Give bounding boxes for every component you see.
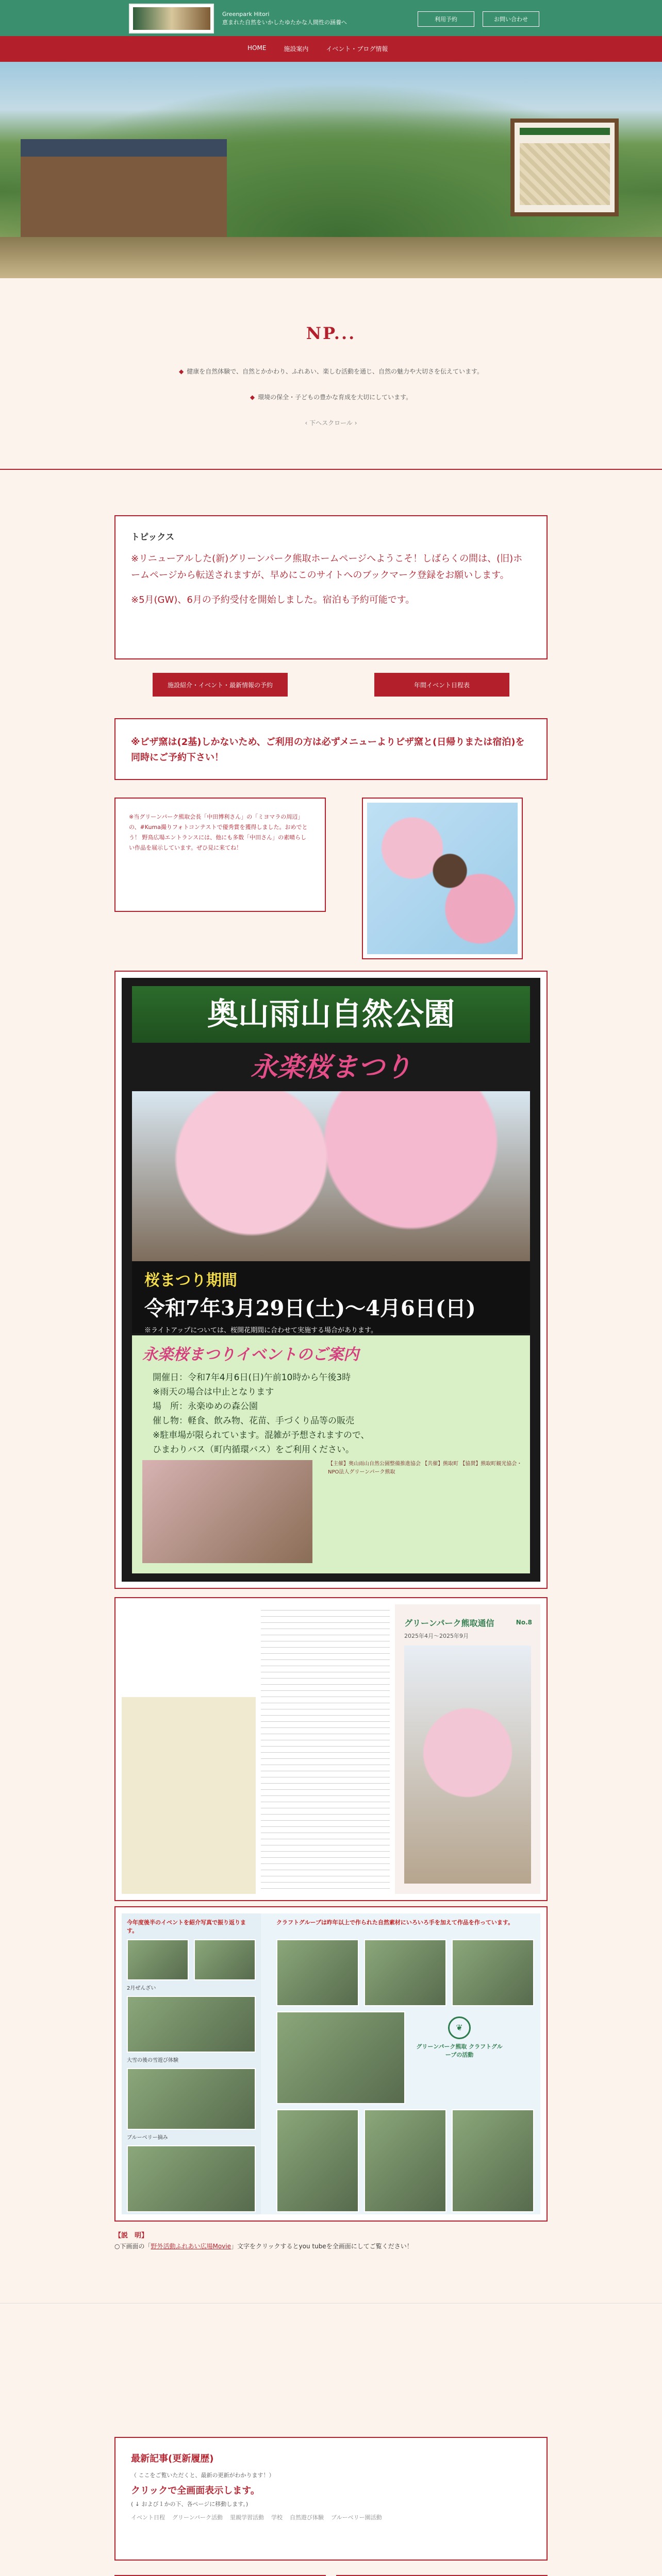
arrow-left-icon: ‹ (305, 419, 310, 427)
latest-line-2[interactable]: クリックで全画面表示します。 (131, 2485, 260, 2496)
arrow-right-icon: › (352, 419, 357, 427)
movie-link[interactable]: 野外活動ふれあい広場Movie (151, 2243, 231, 2250)
sakura-festival-poster[interactable] (114, 971, 548, 1589)
latest-heading: 最新記事(更新履歴) (131, 2453, 214, 2464)
poster-1-inner (122, 978, 540, 1582)
craft-photo (364, 2109, 446, 2212)
event-line-5: ※駐車場が限られています。混雑が予想されますので、 (153, 1430, 370, 1440)
site-description (222, 10, 398, 27)
bullet-icon: ◆ (178, 368, 184, 375)
signboard-map (520, 143, 610, 205)
poster-1-subtitle: 永楽桜まつり (250, 1052, 411, 1083)
event-photo (127, 2068, 256, 2130)
craft-photo (364, 1939, 446, 2006)
latest-line-3: ( ↓ および１かの下、各ページに移動します。) (131, 2501, 249, 2507)
newsletter-number: No.8 (516, 1619, 532, 1626)
hero-signboard (510, 118, 619, 216)
facility-event-reserve-button[interactable]: 施設紹介・イベント・最新情報の予約 (153, 673, 288, 697)
event-line-1: 開催日：令和7年4月6日(日)午前10時から午後3時 (153, 1372, 351, 1383)
tag-link[interactable]: 学校 (271, 2514, 283, 2521)
annual-event-schedule-button[interactable]: 年間イベント日程表 (374, 673, 509, 697)
period-date: 令和7年3月29日(土)〜4月6日(日) (144, 1296, 476, 1320)
site-desc-line-2: 恵まれた自然をいかしたゆたかな人間性の涵養へ (222, 19, 347, 26)
event-line-4: 催し物：軽食、飲み物、花苗、手づくり品等の販売 (153, 1416, 354, 1426)
scroll-hint-text: 下へスクロール (309, 419, 353, 427)
newsletter-cover (395, 1604, 540, 1894)
event-label: 2月ぜんざい (127, 1986, 156, 1991)
np-line-2-text: 環境の保全・子どもの豊かな育成を大切にしています。 (258, 394, 412, 401)
event-label: 大雪の後の雪遊び体験 (127, 2058, 178, 2063)
period-note: ※ライトアップについては、桜開花期間に合わせて実施する場合があります。 (144, 1327, 378, 1334)
event-line-2: ※雨天の場合は中止となります (153, 1387, 274, 1397)
np-line-1 (0, 367, 662, 376)
pizza-notice-text: ※ピザ窯は(2基)しかないため、ご利用の方は必ずメニューよりピザ窯と(日帰りまたは宿泊)を同時にご予約下さい！ (131, 737, 525, 763)
tag-link[interactable]: イベント日程 (131, 2514, 165, 2521)
topics-text-1: ※リニューアルした(新)グリーンパーク熊取ホームページへようこそ！しばらくの間は、(旧)ホームページから転送されますが、早めにこのサイトへのブックマーク登録をお願いします。 (131, 553, 523, 581)
reserve-button[interactable]: 利用予約 (418, 11, 474, 27)
newsletter-date: 2025年4月〜2025年9月 (404, 1633, 469, 1639)
topics-heading: トピックス (131, 532, 175, 543)
nav-item-home[interactable]: HOME (247, 44, 267, 52)
nav-item-events-blog[interactable]: イベント・ブログ情報 (326, 45, 388, 53)
bullet-icon: ◆ (250, 394, 255, 401)
signboard-title-bar (520, 128, 610, 135)
topics-box (114, 515, 548, 659)
top-header (0, 0, 662, 36)
leaf-logo-icon: ❦ (448, 2016, 471, 2039)
poster-1-cherry-photo (132, 1091, 530, 1261)
event-heading: 永楽桜まつりイベントのご案内 (142, 1346, 359, 1364)
np-line-1-text: 健康を自然体験で、自然とかかわり、ふれあい、楽しむ活動を通じ、自然の魅力や大切さを伝えています。 (187, 368, 484, 375)
newsletter-cherry-photo (404, 1646, 531, 1884)
craft-group-name: グリーンパーク熊取 クラフトグループの活動 (416, 2043, 503, 2058)
poster-2-inner (122, 1604, 540, 1894)
latest-line-1: （ ここをご覧いただくと、最新の更新がわかります！） (131, 2472, 275, 2479)
tag-link[interactable]: 自然遊び体験 (290, 2514, 324, 2521)
newsletter-schedule-table (122, 1604, 256, 1894)
newsletter-text-column (261, 1604, 390, 1894)
event-line-6: ひまわりバス（町内循環バス）をご利用ください。 (153, 1445, 354, 1455)
header-inner (129, 3, 536, 34)
tag-link[interactable]: 里親学習活動 (230, 2514, 264, 2521)
main-nav (0, 36, 662, 62)
poster-1-title: 奥山雨山自然公園 (132, 986, 530, 1043)
event-label: ブルーベリー摘み (127, 2135, 168, 2141)
bird-photo (367, 803, 518, 954)
event-line-3: 場 所：永楽ゆめの森公園 (153, 1401, 258, 1412)
event-photo (127, 2145, 256, 2212)
bird-photo-frame (362, 798, 523, 959)
craft-photo (452, 1939, 534, 2006)
hero-image (0, 62, 662, 278)
contact-button[interactable]: お問い合わせ (483, 11, 539, 27)
craft-group-heading: クラフトグループは昨年以上で作られた自然素材にいろいろ手を加えて作品を作っています。 (276, 1919, 514, 1926)
craft-photo (276, 1939, 359, 2006)
craft-group-column (271, 1913, 540, 2214)
event-photo (142, 1460, 312, 1563)
event-review-heading: 今年度後半のイベントを紹介写真で振り返ります。 (127, 1919, 246, 1934)
event-organizers: 【主催】奥山雨山自然公園整備推進協会 【共催】熊取町 【協賛】熊取町観光協会・NPO法人グリーンパーク熊取 (328, 1461, 522, 1475)
hero-building (21, 139, 227, 237)
activity-report-poster[interactable] (114, 1906, 548, 2222)
logo-image (133, 7, 210, 30)
poster-1-event-info (132, 1335, 530, 1573)
credit-line (114, 2242, 548, 2250)
event-photo (127, 1939, 189, 1980)
category-tags (131, 2513, 531, 2521)
award-info-box (114, 798, 326, 912)
site-logo[interactable] (129, 4, 214, 33)
site-desc-line-1: Greenpark Hitori (222, 11, 270, 18)
tag-link[interactable]: ブルーベリー園活動 (331, 2514, 382, 2521)
np-title: NP... (306, 324, 356, 343)
tag-link[interactable]: グリーンパーク活動 (172, 2514, 223, 2521)
scroll-hint[interactable] (0, 418, 662, 427)
poster-1-period (132, 1261, 530, 1333)
topics-text-2: ※5月(GW)、6月の予約受付を開始しました。宿泊も予約可能です。 (131, 595, 415, 605)
craft-photo (276, 2011, 405, 2104)
craft-group-logo (416, 2016, 503, 2073)
period-label: 桜まつり期間 (144, 1272, 237, 1290)
newsletter-poster[interactable] (114, 1597, 548, 1901)
nav-item-facilities[interactable]: 施設案内 (284, 45, 309, 53)
np-line-2 (0, 393, 662, 401)
movie-credit (114, 2230, 548, 2250)
craft-photo (276, 2109, 359, 2212)
hero-ground (0, 237, 662, 278)
event-photo (127, 1996, 256, 2053)
credit-mark: 【説 明】 (114, 2232, 148, 2240)
award-info-text: ※当グリーンパーク熊取会長「中田博利さん」の「ミヨマラの周辺」の、#Kuma撮りフォトコンテストで優秀賞を獲得しました。おめでとう！ 野鳥広場エントランスには、他にも多数「中田さん」の素晴らしい作品を展示しています。ぜひ見に来てね！ (129, 814, 308, 851)
event-photo (194, 1939, 256, 1980)
credit-suffix: 」文字をクリックするとyou tubeを全画面にしてご覧ください！ (231, 2243, 413, 2250)
newsletter-title: グリーンパーク熊取通信 (404, 1618, 494, 1628)
craft-photo (452, 2109, 534, 2212)
credit-prefix: ○下画面の「 (114, 2243, 151, 2250)
poster-3-inner (122, 1913, 540, 2214)
section-divider (0, 469, 662, 470)
pizza-notice-box (114, 718, 548, 780)
event-review-column (122, 1913, 261, 2214)
latest-articles-box (114, 2437, 548, 2561)
